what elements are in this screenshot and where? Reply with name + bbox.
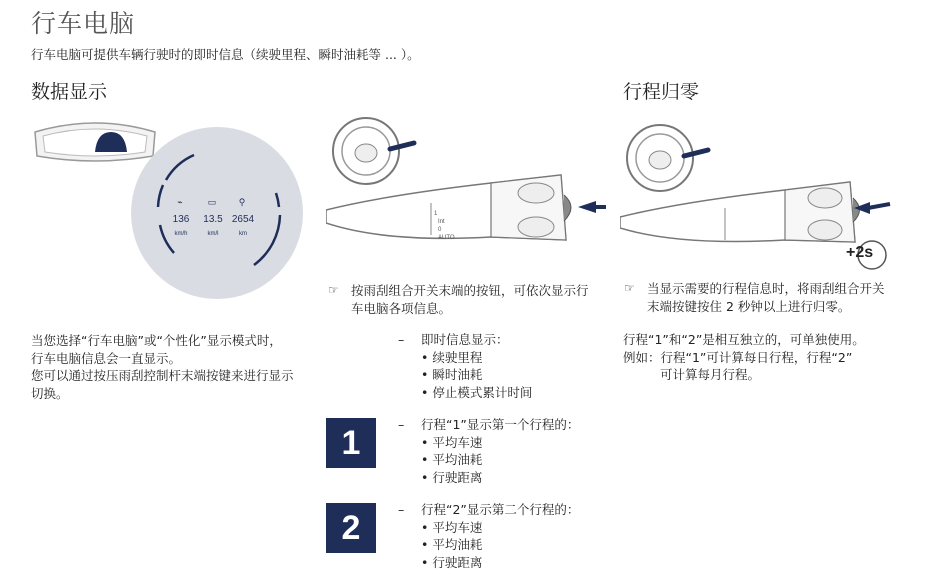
list-item: • 平均车速 xyxy=(421,519,483,535)
pointing-hand-icon: ☞ xyxy=(328,283,339,297)
display-line: 行车电脑信息会一直显示。 xyxy=(31,350,182,366)
gauge-value-2: 13.5 xyxy=(203,214,223,225)
reset-body-line: 可计算每月行程。 xyxy=(660,367,761,382)
middle-instruction xyxy=(351,282,589,317)
wiper-stalk-illustration xyxy=(326,115,606,255)
trip-1-block xyxy=(421,416,579,486)
trip-1-badge: 1 xyxy=(326,418,376,468)
gauge-value-1: 136 xyxy=(172,214,190,225)
reset-section-heading: 行程归零 xyxy=(623,81,700,103)
display-body xyxy=(31,332,294,402)
list-item: • 瞬时油耗 xyxy=(421,367,483,382)
display-line: 当您选择“行车电脑”或“个性化”显示模式时， xyxy=(31,333,282,348)
instant-dash: – xyxy=(398,332,405,347)
trip-2-block xyxy=(421,501,579,571)
reset-body-line: 例如：行程“1”可计算每日行程，行程“2” xyxy=(623,349,853,365)
stalk-label-0: 0 xyxy=(438,227,442,233)
list-item: • 停止模式累计时间 xyxy=(421,384,533,400)
reset-body xyxy=(623,331,865,384)
stalk-label-int: Int xyxy=(438,219,445,225)
reset-body-line: 行程“1”和“2”是相互独立的，可单独使用。 xyxy=(623,332,865,347)
display-section-heading: 数据显示 xyxy=(31,81,108,103)
list-item: • 平均油耗 xyxy=(421,452,483,467)
reset-instruction-line: 当显示需要的行程信息时，将雨刮组合开关 xyxy=(647,281,885,296)
list-item: • 平均车速 xyxy=(421,434,483,450)
trip-computer-display xyxy=(130,125,305,305)
list-item: • 续驶里程 xyxy=(421,349,483,365)
wiper-stalk-icon xyxy=(326,175,571,241)
steering-wheel-icon xyxy=(627,125,708,191)
range-icon: ⚲ xyxy=(238,197,246,207)
trip-1-label: 行程“1”显示第一个行程的： xyxy=(421,417,580,432)
stalk-label-auto: AUTO xyxy=(438,235,455,241)
list-item: • 平均油耗 xyxy=(421,537,483,552)
gauge-unit-1: km/h xyxy=(174,231,188,237)
instruction-line: 车电脑各项信息。 xyxy=(351,300,452,316)
list-item: • 行驶距离 xyxy=(421,469,483,485)
trip-2-badge: 2 xyxy=(326,503,376,553)
page-title: 行车电脑 xyxy=(31,9,136,38)
arrow-icon xyxy=(578,201,596,213)
instant-info-block xyxy=(421,331,532,401)
display-line: 您可以通过按压雨刮控制杆末端按键来进行显示 xyxy=(31,368,294,383)
steering-wheel-icon xyxy=(333,118,414,184)
list-item: • 行驶距离 xyxy=(421,554,483,570)
gauge-value-3: 2654 xyxy=(231,214,255,225)
intro-text: 行车电脑可提供车辆行驶时的即时信息（续驶里程、瞬时油耗等 ... ）。 xyxy=(31,47,420,62)
trip-2-dash: – xyxy=(398,502,405,517)
pointing-hand-icon: ☞ xyxy=(624,281,635,295)
trip-1-dash: – xyxy=(398,417,405,432)
reset-instruction xyxy=(647,280,885,315)
display-line: 切换。 xyxy=(31,385,69,401)
trip-2-label: 行程“2”显示第二个行程的： xyxy=(421,502,580,517)
hold-2s-badge: +2s xyxy=(846,244,874,261)
instant-label: 即时信息显示： xyxy=(421,332,509,347)
reset-instruction-line: 末端按键按住 2 秒钟以上进行归零。 xyxy=(647,298,851,314)
speed-icon: ⌁ xyxy=(177,197,183,207)
gauge-unit-3: km xyxy=(239,231,247,237)
gauge-unit-2: km/l xyxy=(207,231,219,237)
instruction-line: 按雨刮组合开关末端的按钮，可依次显示行 xyxy=(351,283,589,298)
stalk-label-1: 1 xyxy=(434,211,438,217)
fuel-icon: ▭ xyxy=(207,197,217,207)
